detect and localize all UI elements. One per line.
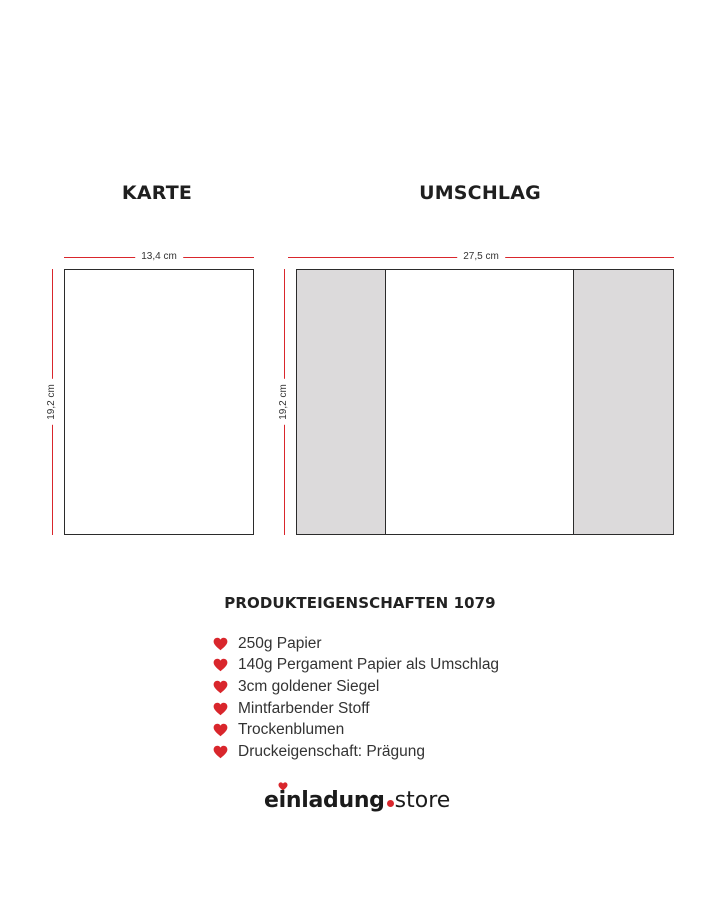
card-heading: KARTE (121, 182, 193, 204)
properties-title: PRODUKTEIGENSCHAFTEN 1079 (224, 594, 496, 612)
property-text: Druckeigenschaft: Prägung (238, 742, 425, 760)
heart-icon (213, 702, 228, 716)
card-outline (64, 269, 254, 535)
brand-logo (264, 786, 464, 820)
envelope-height-label: 19,2 cm (278, 379, 290, 425)
list-item (213, 698, 573, 720)
logo-dot (387, 800, 394, 807)
logo-brand: einladung (264, 788, 385, 813)
envelope-left-flap (297, 270, 385, 534)
heart-icon (213, 658, 228, 672)
list-item (213, 633, 573, 655)
property-text: 250g Papier (238, 634, 322, 652)
card-height-dimension (46, 269, 58, 535)
heart-icon (213, 637, 228, 651)
envelope-outline (296, 269, 674, 535)
envelope-right-flap (574, 270, 673, 534)
logo-wordmark (264, 788, 450, 813)
property-text: Mintfarbender Stoff (238, 699, 370, 717)
list-item (213, 719, 573, 741)
card-width-dimension (64, 251, 254, 263)
card-height-label: 19,2 cm (46, 379, 58, 425)
list-item (213, 741, 573, 763)
list-item (213, 676, 573, 698)
heart-icon (213, 745, 228, 759)
envelope-width-label: 27,5 cm (457, 251, 505, 263)
envelope-heading: UMSCHLAG (419, 182, 541, 204)
envelope-height-dimension (278, 269, 290, 535)
envelope-width-dimension (288, 251, 674, 263)
logo-suffix: store (394, 788, 451, 813)
envelope-center-panel (385, 270, 574, 534)
property-text: 140g Pergament Papier als Umschlag (238, 656, 500, 674)
properties-list (213, 633, 573, 763)
heart-icon (213, 680, 228, 694)
property-text: Trockenblumen (238, 721, 345, 739)
list-item (213, 655, 573, 677)
heart-icon (213, 723, 228, 737)
property-text: 3cm goldener Siegel (238, 677, 380, 695)
card-width-label: 13,4 cm (135, 251, 183, 263)
